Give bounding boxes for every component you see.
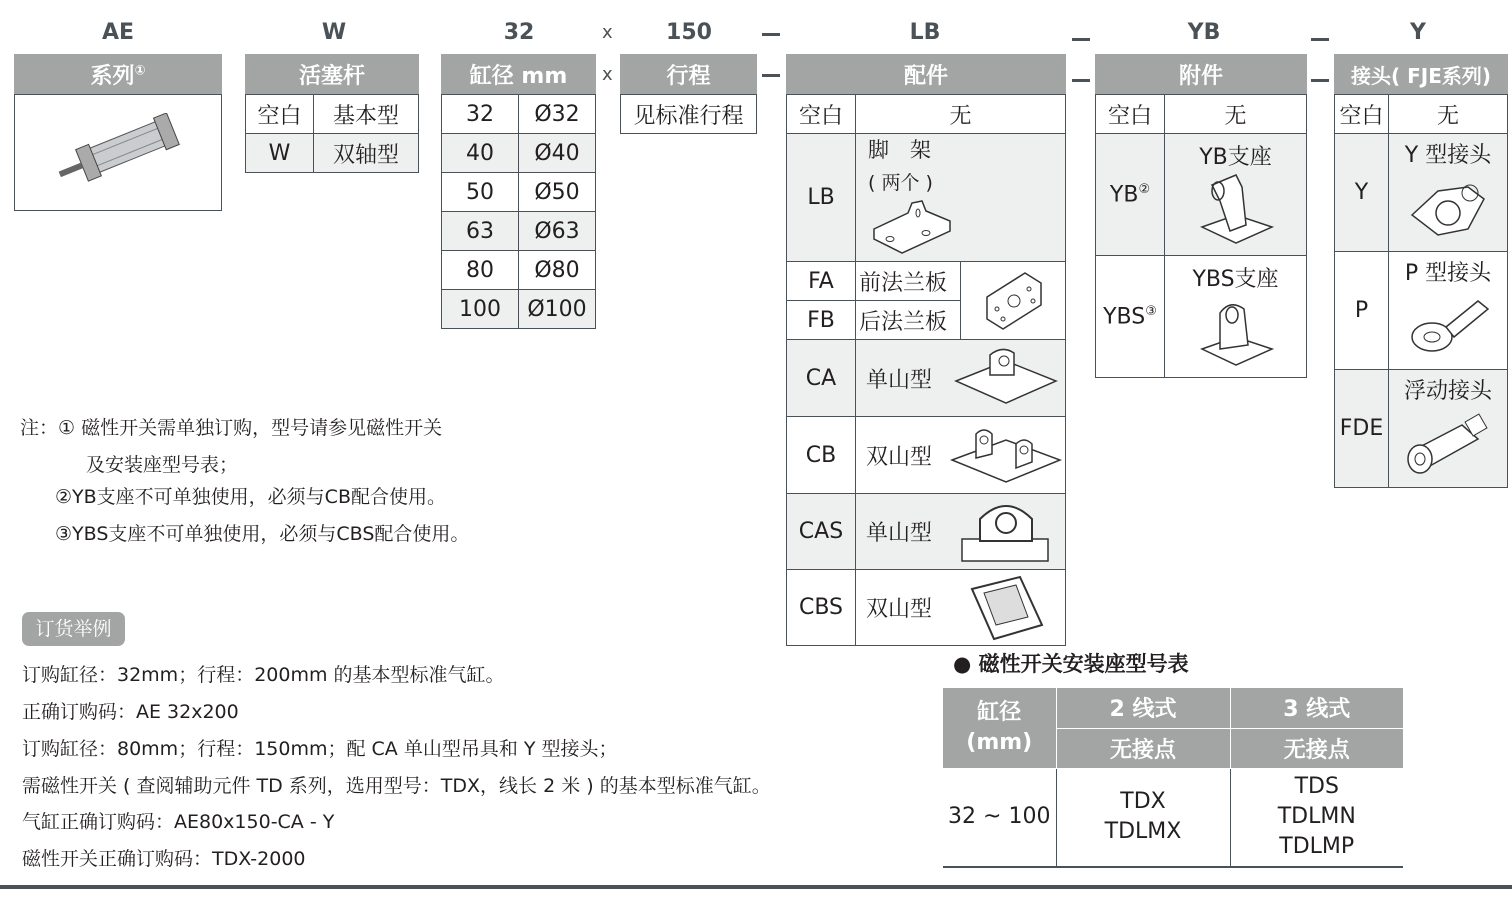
stroke-table: [620, 54, 757, 134]
foot-bracket-icon: [868, 199, 954, 261]
fitting-table: [786, 54, 1066, 646]
fitting-cb-cell: [856, 417, 1066, 494]
fitting-cbs-cell: [856, 570, 1066, 646]
joint-name: P 型接头: [1404, 261, 1492, 286]
fitting-name: 脚 架: [868, 138, 931, 162]
accessory-code: YB②: [1096, 134, 1165, 256]
single-clevis-seat-icon: [958, 497, 1054, 567]
header-x: x: [602, 64, 613, 85]
bore-size: Ø50: [519, 173, 596, 212]
series-table: [14, 54, 222, 211]
three-wire-header: 3 线式: [1230, 688, 1403, 728]
fitting-code: CBS: [787, 570, 856, 646]
order-line: 订购缸径：32mm；行程：200mm 的基本型标准气缸。: [22, 664, 505, 686]
switch-table-title: ● 磁性开关安装座型号表: [953, 652, 1189, 676]
code-accessory: YB: [1187, 20, 1221, 45]
code-series: AE: [101, 20, 135, 45]
fitting-name: 单山型: [866, 367, 933, 393]
bore-col-header: 缸径 (mm): [943, 688, 1056, 768]
dash: [1072, 38, 1090, 41]
double-clevis-icon: [950, 422, 1062, 488]
accessory-name: YB支座: [1199, 145, 1272, 170]
stroke-header: 行程: [621, 55, 757, 95]
fitting-code: LB: [787, 134, 856, 262]
ybs-seat-icon: [1196, 293, 1276, 371]
code-x: x: [602, 22, 613, 43]
joint-fde-cell: [1389, 370, 1508, 488]
bore-code: 50: [442, 173, 519, 212]
cylinder-icon: [48, 113, 188, 193]
order-line: 需磁性开关 ( 查阅辅助元件 TD 系列，选用型号：TDX，线长 2 米 ) 的基本型标准气缸。: [22, 775, 771, 797]
fitting-name: 单山型: [866, 521, 933, 546]
rod-type: 双轴型: [314, 134, 419, 173]
accessory-code: YBS③: [1096, 256, 1165, 378]
fitting-name: 前法兰板: [856, 262, 961, 301]
bore-code: 100: [442, 290, 519, 329]
fitting-header: 配件: [787, 55, 1066, 95]
p-joint-icon: [1398, 287, 1498, 363]
dash: [762, 33, 780, 36]
code-rod: W: [321, 20, 347, 45]
double-clevis-seat-icon: [966, 573, 1046, 643]
joint-name: Y 型接头: [1404, 143, 1492, 168]
rod-code: 空白: [246, 95, 314, 134]
code-bore: 32: [503, 20, 535, 45]
accessory-table: [1095, 54, 1307, 378]
two-wire-subheader: 无接点: [1056, 728, 1230, 768]
fitting-code: FB: [787, 301, 856, 340]
note-2: ②YB支座不可单独使用，必须与CB配合使用。: [55, 486, 446, 508]
joint-code: FDE: [1335, 370, 1389, 488]
code-stroke: 150: [666, 20, 712, 45]
rod-header: 活塞杆: [246, 55, 419, 95]
bore-size: Ø80: [519, 251, 596, 290]
bore-size: Ø63: [519, 212, 596, 251]
two-wire-models: TDX TDLMX: [1056, 768, 1230, 867]
joint-name: 浮动接头: [1403, 379, 1492, 404]
fitting-code: CAS: [787, 494, 856, 570]
fitting-ca-cell: [856, 340, 1066, 417]
bore-header: 缸径 mm: [442, 55, 596, 95]
two-wire-header: 2 线式: [1056, 688, 1230, 728]
bore-size: Ø40: [519, 134, 596, 173]
bore-size: Ø100: [519, 290, 596, 329]
fitting-code: CB: [787, 417, 856, 494]
order-line: 订购缸径：80mm；行程：150mm；配 CA 单山型吊具和 Y 型接头；: [22, 738, 618, 760]
joint-y-cell: [1389, 134, 1508, 252]
joint-name: 无: [1389, 95, 1508, 134]
dash: [1072, 79, 1090, 82]
bore-code: 32: [442, 95, 519, 134]
stroke-value: 见标准行程: [621, 95, 757, 134]
order-example-badge: 订货举例: [22, 612, 125, 646]
flange-image: [961, 262, 1066, 340]
cylinder-image: [15, 95, 222, 211]
order-line: 正确订购码：AE 32x200: [22, 701, 239, 723]
note-3: ③YBS支座不可单独使用，必须与CBS配合使用。: [55, 523, 470, 545]
code-joint: Y: [1410, 20, 1426, 45]
dash: [1311, 79, 1329, 82]
code-fitting: LB: [909, 20, 941, 45]
joint-table: [1334, 54, 1508, 488]
accessory-yb-cell: [1165, 134, 1307, 256]
fitting-name: 双山型: [866, 597, 933, 622]
switch-table: [943, 688, 1403, 868]
yb-seat-icon: [1196, 171, 1276, 249]
fitting-cas-cell: [856, 494, 1066, 570]
floating-joint-icon: [1398, 405, 1498, 481]
bore-code: 80: [442, 251, 519, 290]
fitting-name: 后法兰板: [856, 301, 961, 340]
single-clevis-icon: [954, 345, 1058, 411]
joint-code: P: [1335, 252, 1389, 370]
fitting-code: FA: [787, 262, 856, 301]
joint-header: 接头( FJE系列): [1335, 55, 1508, 95]
fitting-name: 无: [856, 95, 1066, 134]
rod-table: [245, 54, 419, 173]
flange-plate-icon: [981, 269, 1045, 333]
order-line: 磁性开关正确订购码：TDX-2000: [22, 848, 306, 870]
note-1-cont: 及安装座型号表；: [86, 454, 239, 476]
bore-code: 63: [442, 212, 519, 251]
three-wire-models: TDS TDLMN TDLMP: [1230, 768, 1403, 867]
accessory-header: 附件: [1096, 55, 1307, 95]
bore-range: 32 ~ 100: [948, 804, 1051, 830]
accessory-code: 空白: [1096, 95, 1165, 134]
fitting-code: 空白: [787, 95, 856, 134]
rod-code: W: [246, 134, 314, 173]
order-line: 气缸正确订购码：AE80x150-CA - Y: [22, 811, 335, 833]
series-header: 系列①: [15, 55, 222, 95]
joint-code: 空白: [1335, 95, 1389, 134]
joint-code: Y: [1335, 134, 1389, 252]
rod-type: 基本型: [314, 95, 419, 134]
bore-code: 40: [442, 134, 519, 173]
y-joint-icon: [1398, 169, 1498, 245]
fitting-name: 双山型: [866, 444, 933, 470]
bore-size: Ø32: [519, 95, 596, 134]
fitting-note: ( 两个 ): [868, 172, 933, 194]
fitting-code: CA: [787, 340, 856, 417]
bottom-rule: [0, 885, 1512, 889]
accessory-ybs-cell: [1165, 256, 1307, 378]
joint-p-cell: [1389, 252, 1508, 370]
note-1: 注：① 磁性开关需单独订购，型号请参见磁性开关: [20, 417, 443, 439]
dash: [1311, 38, 1329, 41]
accessory-name: YBS支座: [1192, 267, 1279, 292]
fitting-lb-cell: [856, 134, 1066, 262]
dash: [762, 74, 780, 77]
three-wire-subheader: 无接点: [1230, 728, 1403, 768]
accessory-name: 无: [1165, 95, 1307, 134]
bore-table: [441, 54, 596, 329]
